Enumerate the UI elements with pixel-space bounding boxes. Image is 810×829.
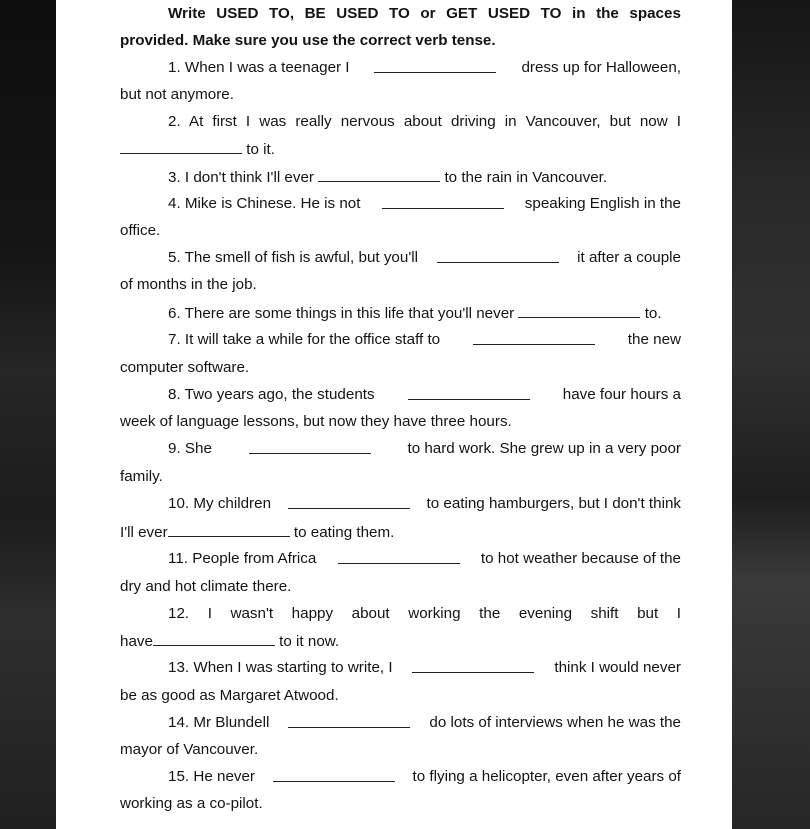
exercise-item-12-cont: have to it now. <box>120 630 681 652</box>
exercise-item-7: 7. It will take a while for the office staff to the new <box>168 331 681 348</box>
exercise-item-4-cont: office. <box>120 222 161 239</box>
exercise-item-14: 14. Mr Blundell do lots of interviews when he was the <box>168 714 681 731</box>
exercise-item-15: 15. He never to flying a helicopter, even after years of <box>168 768 681 785</box>
exercise-item-13: 13. When I was starting to write, I think I would never <box>168 659 681 676</box>
answer-blank-13[interactable] <box>412 657 534 673</box>
exercise-item-5: 5. The smell of fish is awful, but you'll it after a couple <box>168 249 681 266</box>
exercise-item-9: 9. She to hard work. She grew up in a very poor <box>168 440 681 457</box>
answer-blank-11[interactable] <box>338 548 460 564</box>
answer-blank-2[interactable] <box>120 138 242 154</box>
exercise-item-1-cont: but not anymore. <box>120 86 234 103</box>
answer-blank-10b[interactable] <box>168 521 290 537</box>
exercise-item-6: 6. There are some things in this life that you'll never to. <box>120 302 681 324</box>
worksheet-page <box>56 0 732 829</box>
answer-blank-12[interactable] <box>153 630 275 646</box>
answer-blank-7[interactable] <box>473 329 595 345</box>
exercise-item-10-cont: I'll ever to eating them. <box>120 521 681 543</box>
exercise-item-12: 12. I wasn't happy about working the evening shift but I <box>168 605 681 622</box>
answer-blank-3[interactable] <box>318 166 440 182</box>
exercise-item-14-cont: mayor of Vancouver. <box>120 741 259 758</box>
exercise-item-10: 10. My children to eating hamburgers, but I don't think <box>168 495 681 512</box>
exercise-item-8: 8. Two years ago, the students have four hours a <box>168 386 681 403</box>
exercise-item-15-cont: working as a co-pilot. <box>120 795 263 812</box>
background-right <box>732 0 810 829</box>
exercise-item-9-cont: family. <box>120 468 163 485</box>
answer-blank-5[interactable] <box>437 247 559 263</box>
exercise-item-2-cont: to it. <box>120 138 681 160</box>
instructions-line-1: Write USED TO, BE USED TO or GET USED TO in the spaces <box>168 5 681 22</box>
answer-blank-14[interactable] <box>288 712 410 728</box>
answer-blank-9[interactable] <box>249 438 371 454</box>
answer-blank-1[interactable] <box>374 57 496 73</box>
exercise-item-5-cont: of months in the job. <box>120 276 257 293</box>
exercise-item-4: 4. Mike is Chinese. He is not speaking English in the <box>168 195 681 212</box>
answer-blank-6[interactable] <box>518 302 640 318</box>
exercise-item-8-cont: week of language lessons, but now they have three hours. <box>120 413 512 430</box>
exercise-item-3: 3. I don't think I'll ever to the rain in Vancouver. <box>120 166 681 188</box>
exercise-item-1: 1. When I was a teenager I dress up for Halloween, <box>168 59 681 76</box>
exercise-item-11: 11. People from Africa to hot weather because of the <box>168 550 681 567</box>
exercise-item-7-cont: computer software. <box>120 359 250 376</box>
exercise-item-11-cont: dry and hot climate there. <box>120 578 292 595</box>
answer-blank-15[interactable] <box>273 766 395 782</box>
exercise-item-2: 2. At first I was really nervous about driving in Vancouver, but now I <box>168 113 682 130</box>
background-left <box>0 0 56 829</box>
exercise-item-13-cont: be as good as Margaret Atwood. <box>120 687 339 704</box>
instructions-line-2: provided. Make sure you use the correct verb tense. <box>120 32 496 49</box>
answer-blank-10a[interactable] <box>288 493 410 509</box>
answer-blank-8[interactable] <box>408 384 530 400</box>
answer-blank-4[interactable] <box>382 193 504 209</box>
